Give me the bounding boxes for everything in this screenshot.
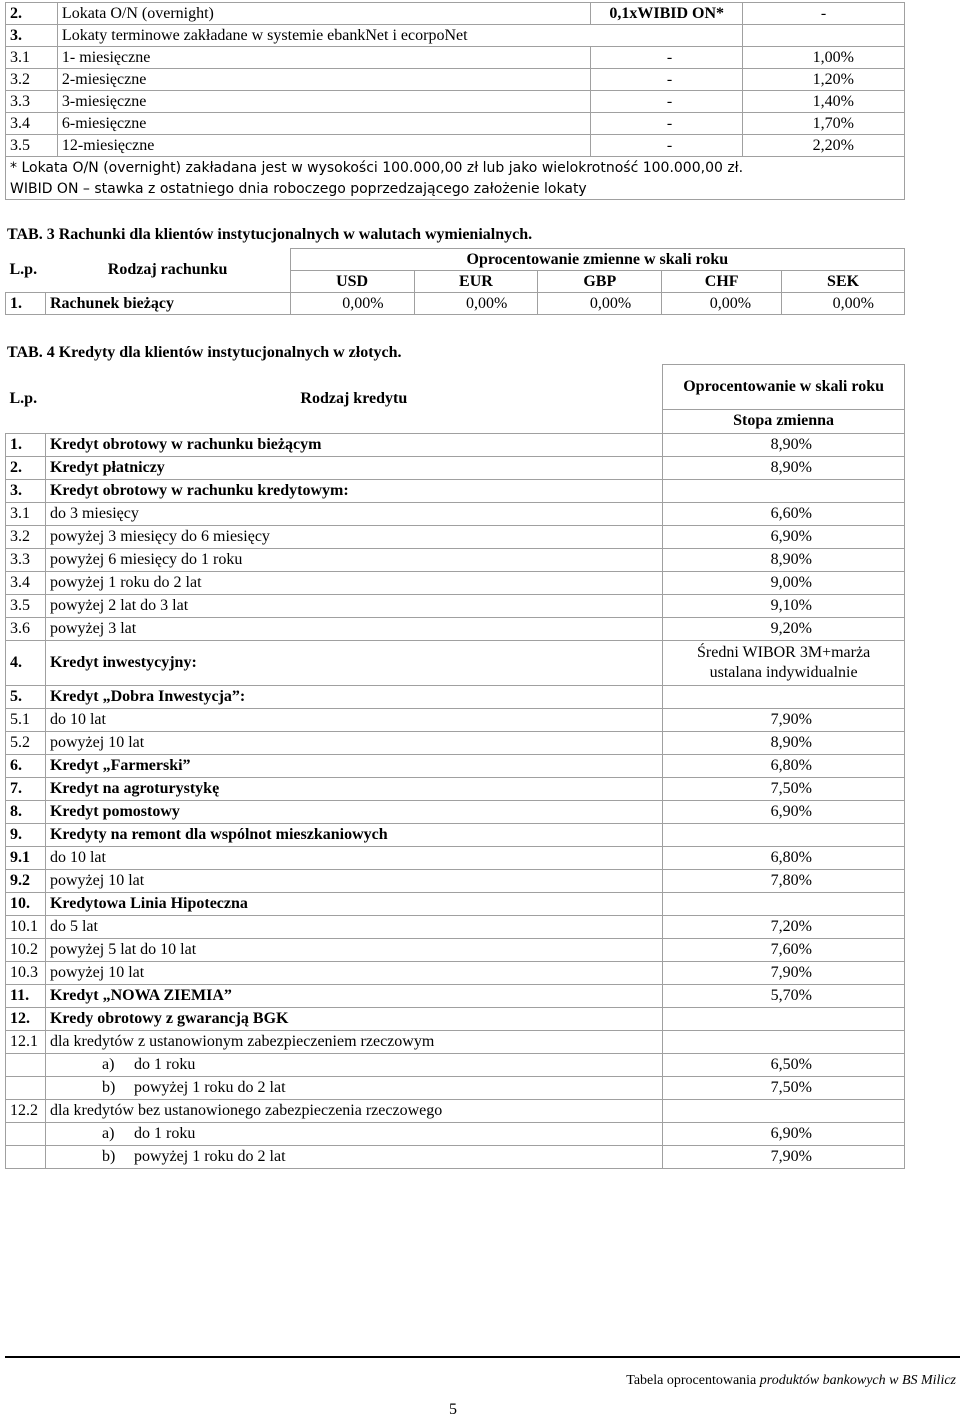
table-row: [6, 25, 905, 47]
table-row: [6, 47, 905, 69]
name-cell: Kredyt płatniczy: [45, 456, 662, 479]
table-row: [6, 961, 905, 984]
rate-cell: 6,50%: [663, 1053, 905, 1076]
lp-cell: 12.1: [6, 1030, 46, 1053]
name-cell: Rachunek bieżący: [45, 293, 290, 315]
rate-cell: 7,80%: [663, 869, 905, 892]
lp-cell: 5.1: [6, 708, 46, 731]
table-row: [6, 938, 905, 961]
table-row: [6, 915, 905, 938]
table-row: [6, 293, 905, 315]
rate-cell: [663, 479, 905, 502]
lp-cell: 9.2: [6, 869, 46, 892]
lp-cell: 10.3: [6, 961, 46, 984]
lp-cell: 3.: [6, 25, 58, 47]
name-cell: Kredyt na agroturystykę: [45, 777, 662, 800]
name-cell: Kredyt obrotowy w rachunku bieżącym: [45, 433, 662, 456]
name-cell: powyżej 10 lat: [45, 731, 662, 754]
name-cell: Kredyt pomostowy: [45, 800, 662, 823]
lp-cell: 3.3: [6, 91, 58, 113]
lp-cell: 6.: [6, 754, 46, 777]
table-row: [6, 1007, 905, 1030]
lp-cell: 3.5: [6, 135, 58, 157]
name-cell: [45, 1145, 662, 1168]
rate-cell: 1,00%: [743, 47, 905, 69]
rate-cell: 6,90%: [663, 525, 905, 548]
lp-cell: 10.2: [6, 938, 46, 961]
currency-accounts-table: [5, 248, 905, 315]
rate-cell: 6,90%: [663, 800, 905, 823]
rate-cell: 6,90%: [663, 1122, 905, 1145]
name-cell: Kredyt „NOWA ZIEMIA”: [45, 984, 662, 1007]
rate-cell: [663, 1099, 905, 1122]
rate-cell: 0,1xWIBID ON*: [591, 3, 743, 25]
table-row: [6, 1053, 905, 1076]
table-row: [6, 892, 905, 915]
name-cell: powyżej 1 roku do 2 lat: [45, 571, 662, 594]
rate-cell: 6,80%: [663, 846, 905, 869]
table-row: [6, 1030, 905, 1053]
rate-cell: 0,00%: [290, 293, 414, 315]
credit-rows: [6, 433, 905, 1168]
rate-cell: 8,90%: [663, 731, 905, 754]
footer-text: [626, 1373, 956, 1389]
name-cell: [45, 1076, 662, 1099]
rate-cell: 7,20%: [663, 915, 905, 938]
lp-cell: 1.: [6, 293, 46, 315]
rate-cell: 8,90%: [663, 456, 905, 479]
table-header-row: [6, 365, 905, 410]
footer-text-italic: produktów bankowych w BS Milicz: [756, 1373, 956, 1388]
rate-cell: 6,60%: [663, 502, 905, 525]
table-row: [6, 456, 905, 479]
table-row: [6, 617, 905, 640]
rate-cell: 5,70%: [663, 984, 905, 1007]
name-cell: dla kredytów z ustanowionym zabezpieczeniem rzeczowym: [45, 1030, 662, 1053]
table-row: [6, 135, 905, 157]
name-cell: do 10 lat: [45, 708, 662, 731]
sub-marker: b): [101, 1078, 116, 1096]
rate-cell: -: [591, 47, 743, 69]
name-cell: powyżej 5 lat do 10 lat: [45, 938, 662, 961]
table-row: [6, 1122, 905, 1145]
column-header: Oprocentowanie zmienne w skali roku: [290, 249, 904, 271]
currency-header: EUR: [414, 271, 538, 293]
name-cell: powyżej 2 lat do 3 lat: [45, 594, 662, 617]
table-row: [6, 754, 905, 777]
lp-cell: 10.: [6, 892, 46, 915]
table-row: [6, 1145, 905, 1168]
name-cell: do 3 miesięcy: [45, 502, 662, 525]
column-header: L.p.: [9, 261, 38, 279]
rate-cell: 7,60%: [663, 938, 905, 961]
name-cell: 3-miesięczne: [57, 91, 590, 113]
name-cell: Kredyty na remont dla wspólnot mieszkaniowych: [45, 823, 662, 846]
table-note-row: [6, 157, 905, 179]
lp-cell: 3.2: [6, 69, 58, 91]
table-note-row: [6, 178, 905, 200]
currency-header: GBP: [538, 271, 662, 293]
column-header: Rodzaj kredytu: [300, 389, 408, 407]
rate-cell: [663, 892, 905, 915]
table-row: [6, 984, 905, 1007]
rate-cell: 0,00%: [782, 293, 905, 315]
lp-cell: 5.2: [6, 731, 46, 754]
table-row: [6, 731, 905, 754]
footnote: WIBID ON – stawka z ostatniego dnia roboczego poprzedzającego założenie lokaty: [6, 178, 905, 200]
rate-cell: [663, 685, 905, 708]
table-header-row: [6, 249, 905, 271]
currency-header: SEK: [782, 271, 905, 293]
sub-marker: a): [101, 1055, 115, 1073]
name-cell: Kredyt inwestycyjny:: [45, 640, 662, 685]
rate-cell: 9,10%: [663, 594, 905, 617]
rate-cell: 6,80%: [663, 754, 905, 777]
name-cell: Lokata O/N (overnight): [57, 3, 590, 25]
name-cell: [45, 1053, 662, 1076]
rate-cell: 1,20%: [743, 69, 905, 91]
column-subheader: Stopa zmienna: [663, 410, 905, 433]
table-row: [6, 685, 905, 708]
footer-text-plain: Tabela oprocentowania: [626, 1373, 757, 1388]
table-row: [6, 846, 905, 869]
rate-cell: 8,90%: [663, 433, 905, 456]
table-row: [6, 640, 905, 685]
rate-cell: 0,00%: [662, 293, 782, 315]
name-cell: Kredyt obrotowy w rachunku kredytowym:: [45, 479, 662, 502]
column-header: Oprocentowanie w skali roku: [663, 365, 905, 410]
name-text: do 1 roku: [133, 1124, 196, 1142]
rate-cell: -: [591, 113, 743, 135]
lp-cell: [6, 1122, 46, 1145]
rate-cell: 7,90%: [663, 708, 905, 731]
table-row: [6, 433, 905, 456]
table-row: [6, 113, 905, 135]
page-number: 5: [449, 1401, 457, 1418]
name-cell: do 10 lat: [45, 846, 662, 869]
credit-rates-table: [5, 364, 905, 1169]
table-row: [6, 869, 905, 892]
rate-cell: [663, 640, 905, 685]
rate-cell: 7,90%: [663, 961, 905, 984]
currency-header: CHF: [662, 271, 782, 293]
lp-cell: 3.2: [6, 525, 46, 548]
rate-cell: -: [591, 135, 743, 157]
footnote: * Lokata O/N (overnight) zakładana jest w wysokości 100.000,00 zł lub jako wielokrotność 100.000,00 zł.: [6, 157, 905, 179]
lp-cell: [6, 1053, 46, 1076]
lp-cell: 3.3: [6, 548, 46, 571]
rate-cell: -: [743, 3, 905, 25]
lp-cell: 9.1: [6, 846, 46, 869]
lp-cell: 1.: [6, 433, 46, 456]
table-row: [6, 823, 905, 846]
name-cell: Lokaty terminowe zakładane w systemie ebankNet i ecorpoNet: [57, 25, 742, 47]
lp-cell: 3.5: [6, 594, 46, 617]
name-cell: 1- miesięczne: [57, 47, 590, 69]
rate-cell: 7,50%: [663, 777, 905, 800]
lp-cell: 3.4: [6, 113, 58, 135]
lp-cell: 12.2: [6, 1099, 46, 1122]
rate-line: ustalana indywidualnie: [709, 663, 858, 681]
lp-cell: 11.: [6, 984, 46, 1007]
name-cell: dla kredytów bez ustanowionego zabezpieczenia rzeczowego: [45, 1099, 662, 1122]
table-row: [6, 594, 905, 617]
lp-cell: 12.: [6, 1007, 46, 1030]
lp-cell: 8.: [6, 800, 46, 823]
table-row: [6, 800, 905, 823]
name-cell: Kredyt „Dobra Inwestycja”:: [45, 685, 662, 708]
rate-cell: [663, 1007, 905, 1030]
name-cell: 2-miesięczne: [57, 69, 590, 91]
rate-cell: 0,00%: [538, 293, 662, 315]
table-caption: TAB. 4 Kredyty dla klientów instytucjonalnych w złotych.: [7, 344, 402, 361]
deposit-rates-table: [5, 2, 905, 200]
rate-cell: 9,00%: [663, 571, 905, 594]
lp-cell: 2.: [6, 456, 46, 479]
currency-header: USD: [290, 271, 414, 293]
table-row: [6, 479, 905, 502]
name-cell: powyżej 6 miesięcy do 1 roku: [45, 548, 662, 571]
name-cell: do 5 lat: [45, 915, 662, 938]
rate-cell: [743, 25, 905, 47]
name-cell: [45, 1122, 662, 1145]
rate-cell: [663, 823, 905, 846]
rate-cell: 2,20%: [743, 135, 905, 157]
table-row: [6, 69, 905, 91]
table-row: [6, 777, 905, 800]
rate-cell: -: [591, 91, 743, 113]
lp-cell: 3.1: [6, 502, 46, 525]
rate-cell: 7,50%: [663, 1076, 905, 1099]
lp-cell: 5.: [6, 685, 46, 708]
rate-cell: 1,70%: [743, 113, 905, 135]
lp-cell: 2.: [6, 3, 58, 25]
lp-cell: 3.1: [6, 47, 58, 69]
name-cell: 12-miesięczne: [57, 135, 590, 157]
name-cell: powyżej 3 lat: [45, 617, 662, 640]
rate-cell: -: [591, 69, 743, 91]
footer-divider: [5, 1356, 960, 1358]
table-row: [6, 91, 905, 113]
name-cell: Kredytowa Linia Hipoteczna: [45, 892, 662, 915]
lp-cell: 9.: [6, 823, 46, 846]
table-row: [6, 525, 905, 548]
rate-cell: 0,00%: [414, 293, 538, 315]
lp-cell: [6, 1076, 46, 1099]
lp-cell: [6, 1145, 46, 1168]
column-header: L.p.: [9, 389, 38, 407]
column-header: Rodzaj rachunku: [107, 261, 228, 279]
name-text: do 1 roku: [133, 1055, 196, 1073]
name-text: powyżej 1 roku do 2 lat: [133, 1078, 286, 1096]
name-cell: 6-miesięczne: [57, 113, 590, 135]
name-cell: Kredyt „Farmerski”: [45, 754, 662, 777]
name-cell: Kredy obrotowy z gwarancją BGK: [45, 1007, 662, 1030]
lp-cell: 3.6: [6, 617, 46, 640]
rate-cell: 7,90%: [663, 1145, 905, 1168]
table-row: [6, 571, 905, 594]
name-cell: powyżej 10 lat: [45, 961, 662, 984]
sub-marker: b): [101, 1147, 116, 1165]
rate-cell: 1,40%: [743, 91, 905, 113]
sub-marker: a): [101, 1124, 115, 1142]
rate-cell: 9,20%: [663, 617, 905, 640]
rate-cell: 8,90%: [663, 548, 905, 571]
table-row: [6, 3, 905, 25]
name-cell: powyżej 10 lat: [45, 869, 662, 892]
lp-cell: 3.: [6, 479, 46, 502]
table-caption: TAB. 3 Rachunki dla klientów instytucjonalnych w walutach wymienialnych.: [7, 226, 533, 243]
table-row: [6, 708, 905, 731]
table-row: [6, 1076, 905, 1099]
name-cell: powyżej 3 miesięcy do 6 miesięcy: [45, 525, 662, 548]
name-text: powyżej 1 roku do 2 lat: [133, 1147, 286, 1165]
rate-line: Średni WIBOR 3M+marża: [697, 643, 871, 661]
lp-cell: 10.1: [6, 915, 46, 938]
lp-cell: 3.4: [6, 571, 46, 594]
table-row: [6, 502, 905, 525]
lp-cell: 7.: [6, 777, 46, 800]
rate-cell: [663, 1030, 905, 1053]
lp-cell: 4.: [6, 640, 46, 685]
table-row: [6, 1099, 905, 1122]
table-row: [6, 548, 905, 571]
